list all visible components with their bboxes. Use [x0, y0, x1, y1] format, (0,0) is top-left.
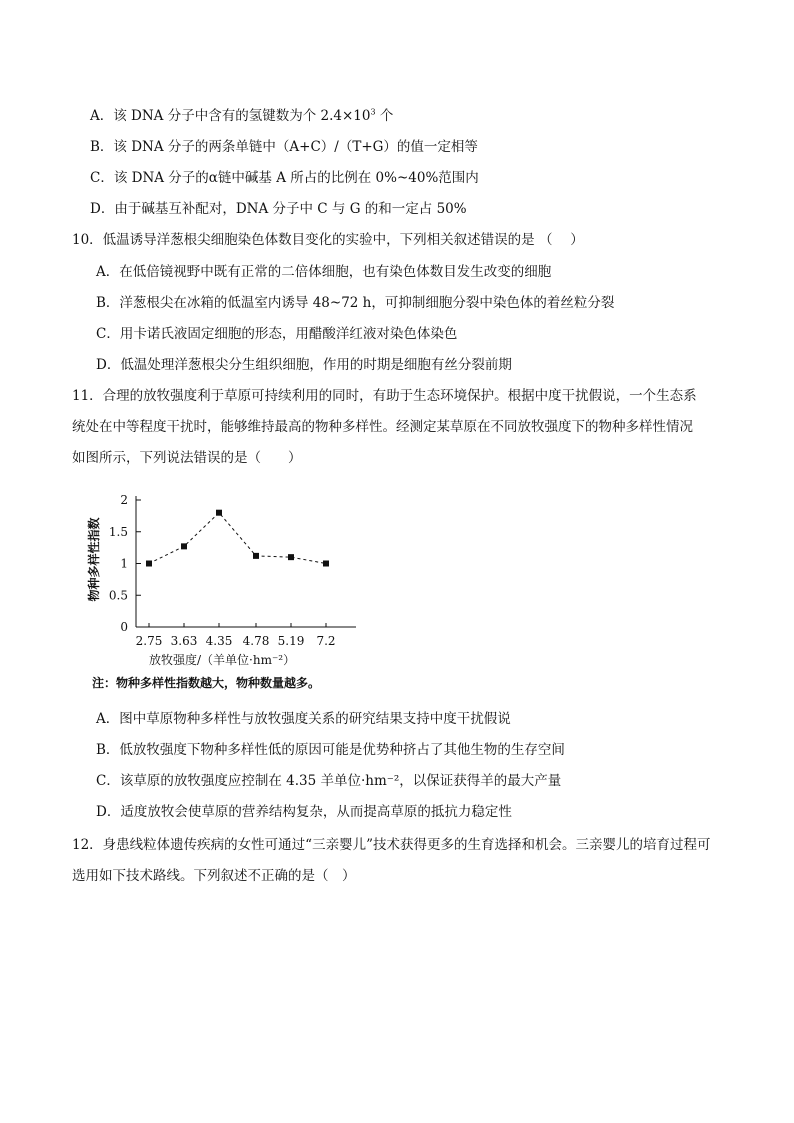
x-tick-label: 3.63 [170, 634, 198, 648]
y-tick-label: 1 [120, 556, 128, 571]
data-point [146, 561, 152, 567]
q9-option-c-label: C． [90, 170, 114, 186]
q11-stem-line-1: 11．合理的放牧强度利于草原可持续利用的同时，有助于生态环境保护。根据中度干扰假说，一个生态系 [72, 388, 697, 404]
q11-option-a: A．图中草原物种多样性与放牧强度关系的研究结果支持中度干扰假说 [96, 711, 511, 727]
q9-option-a-text: 该 DNA 分子中含有的氢键数为个 2.4×10 [113, 108, 371, 124]
chart-y-label: 物种多样性指数 [87, 517, 101, 602]
q9-option-b-label: B． [90, 139, 114, 155]
x-tick-label: 5.19 [277, 634, 305, 648]
chart-x-label: 放牧强度/（羊单位·hm⁻²） [149, 653, 296, 667]
x-tick-label: 7.2 [316, 634, 336, 648]
y-tick-label: 0 [120, 620, 128, 634]
q9-option-b [90, 135, 478, 155]
q10-option-c: C．用卡诺氏液固定细胞的形态，用醋酸洋红液对染色体染色 [96, 326, 458, 342]
q9-option-c [90, 166, 479, 186]
q9-option-d [90, 197, 467, 217]
y-tick-label: 2 [120, 493, 128, 507]
q9-option-a-exponent: 3 [370, 107, 376, 117]
q9-option-a [90, 104, 393, 124]
q10-option-d: D．低温处理洋葱根尖分生组织细胞，作用的时期是细胞有丝分裂前期 [96, 357, 512, 373]
q9-option-b-text: 该 DNA 分子的两条单链中（A+C）/（T+G）的值一定相等 [113, 139, 478, 155]
q12-stem-line-1: 12．身患线粒体遗传疾病的女性可通过“三亲婴儿”技术获得更多的生育选择和机会。三亲婴儿的培育过程可 [72, 837, 711, 853]
q9-option-a-suffix: 个 [375, 108, 394, 124]
y-tick-label: 1.5 [108, 524, 128, 539]
series-line [149, 513, 326, 564]
x-tick-label: 4.78 [242, 634, 270, 648]
q9-option-d-text: 由于碱基互补配对，DNA 分子中 C 与 G 的和一定占 50% [114, 201, 467, 217]
x-tick-label: 2.75 [135, 634, 163, 648]
q9-option-a-label: A． [90, 108, 114, 124]
x-tick-label: 4.35 [205, 634, 233, 648]
q10-stem: 10．低温诱导洋葱根尖细胞染色体数目变化的实验中，下列相关叙述错误的是 （ ） [72, 232, 584, 248]
q11-option-d: D．适度放牧会使草原的营养结构复杂，从而提高草原的抵抗力稳定性 [96, 804, 512, 820]
data-point [181, 543, 187, 549]
data-point [323, 561, 329, 567]
diversity-chart [84, 488, 384, 672]
data-point [288, 554, 294, 560]
chart-note: 注：物种多样性指数越大，物种数量越多。 [92, 676, 321, 690]
q10-option-b: B．洋葱根尖在冰箱的低温室内诱导 48~72 h，可抑制细胞分裂中染色体的着丝粒分裂 [96, 295, 615, 311]
q9-option-d-label: D． [90, 201, 115, 217]
q12-stem-line-2: 选用如下技术路线。下列叙述不正确的是（ ） [72, 868, 356, 884]
q11-stem-line-2: 统处在中等程度干扰时，能够维持最高的物种多样性。经测定某草原在不同放牧强度下的物种多样性情况 [72, 419, 693, 435]
chart-series [146, 510, 329, 567]
q11-option-b: B．低放牧强度下物种多样性低的原因可能是优势种挤占了其他生物的生存空间 [96, 742, 565, 758]
y-tick-label: 0.5 [108, 588, 128, 603]
data-point [216, 510, 222, 516]
q11-stem-line-3: 如图所示，下列说法错误的是（ ） [72, 450, 302, 466]
q11-option-c: C．该草原的放牧强度应控制在 4.35 羊单位·hm⁻²，以保证获得羊的最大产量 [96, 773, 562, 789]
q10-option-a: A．在低倍镜视野中既有正常的二倍体细胞，也有染色体数目发生改变的细胞 [96, 264, 552, 280]
q9-option-c-text: 该 DNA 分子的α链中碱基 A 所占的比例在 0%~40%范围内 [113, 170, 479, 186]
data-point [253, 553, 259, 559]
